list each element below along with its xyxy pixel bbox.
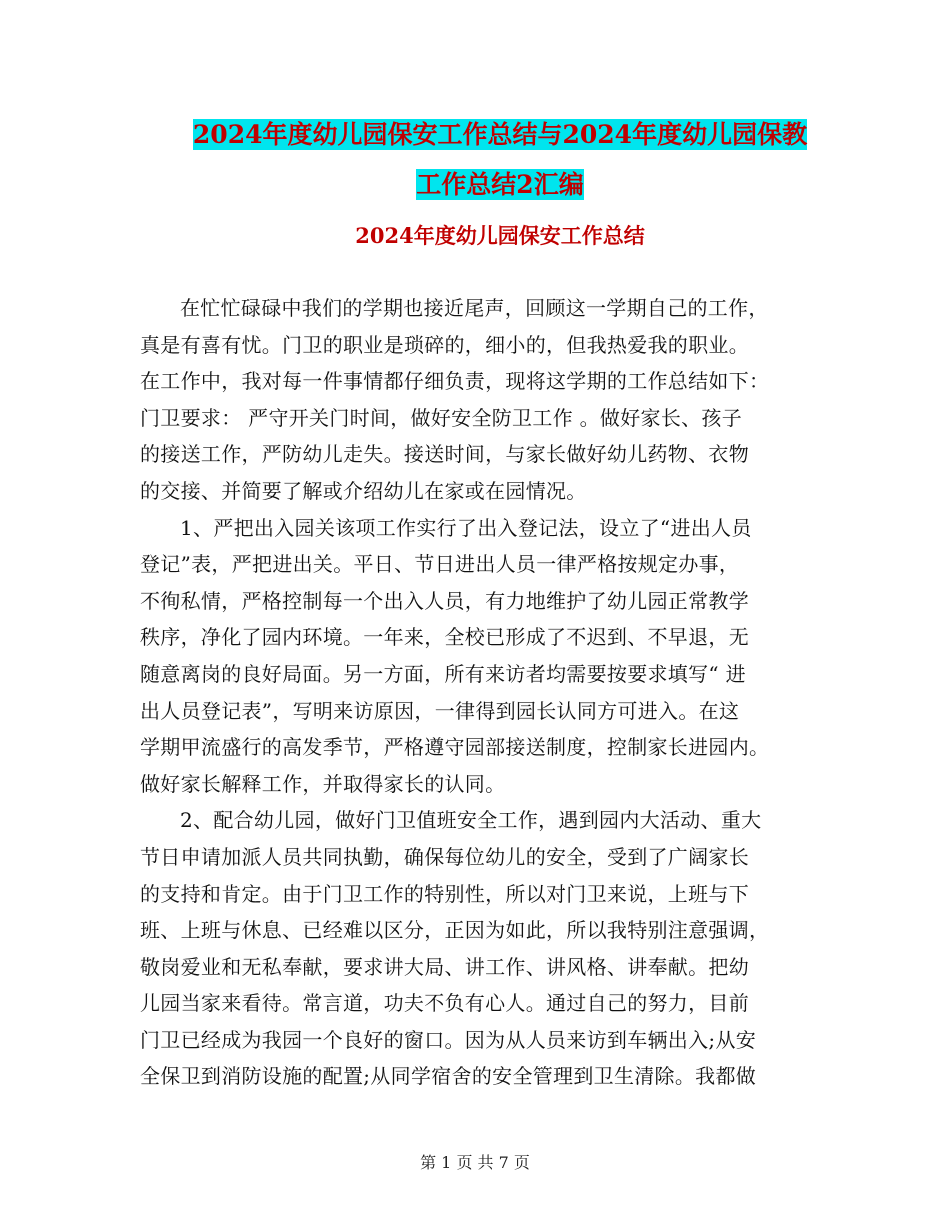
document-title-line-2: 工作总结2汇编: [416, 170, 584, 199]
paragraph: [140, 290, 812, 510]
paragraph-line: 2、配合幼儿园，做好门卫值班安全工作，遇到园内大活动、重大: [180, 808, 762, 833]
paragraph-line: 登记”表，严把进出关。平日、节日进出人员一律严格按规定办事，: [140, 552, 740, 577]
paragraph-line: 出人员登记表”，写明来访原因，一律得到园长认同方可进入。在这: [140, 698, 740, 723]
page-footer: 第 1 页 共 7 页: [420, 1153, 530, 1172]
paragraph-line: 在工作中，我对每一件事情都仔细负责，现将这学期的工作总结如下：: [140, 369, 770, 394]
paragraph-line: 班、上班与休息、已经难以区分，正因为如此，所以我特别注意强调，: [140, 918, 770, 943]
paragraph-line: 在忙忙碌碌中我们的学期也接近尾声，回顾这一学期自己的工作，: [180, 296, 769, 320]
paragraph: [140, 510, 812, 803]
paragraph-line: 做好家长解释工作，并取得家长的认同。: [140, 771, 506, 796]
paragraph-line: 门卫要求： 严守开关门时间，做好安全防卫工作 。做好家长、孩子: [140, 405, 743, 430]
paragraph-line: 敬岗爱业和无私奉献，要求讲大局、讲工作、讲风格、讲奉献。把幼: [140, 954, 749, 979]
paragraph-line: 的接送工作，严防幼儿走失。接送时间，与家长做好幼儿药物、衣物: [140, 442, 749, 467]
document-title-line-1: 2024年度幼儿园保安工作总结与2024年度幼儿园保教: [192, 120, 808, 149]
paragraph-line: 1、严把出入园关该项工作实行了出入登记法，设立了“进出人员: [180, 515, 752, 540]
paragraph-line: 门卫已经成为我园一个良好的窗口。因为从人员来访到车辆出入;从安: [140, 1027, 757, 1052]
paragraph: [140, 802, 812, 1095]
paragraph-line: 节日申请加派人员共同执勤，确保每位幼儿的安全，受到了广阔家长: [140, 844, 749, 869]
paragraph-line: 真是有喜有忧。门卫的职业是琐碎的，细小的，但我热爱我的职业。: [140, 332, 749, 357]
section-title: 2024年度幼儿园保安工作总结: [355, 223, 645, 248]
paragraph-line: 的交接、并简要了解或介绍幼儿在家或在园情况。: [140, 478, 587, 503]
paragraph-line: 秩序，净化了园内环境。一年来，全校已形成了不迟到、不早退，无: [140, 625, 749, 650]
paragraph-line: 不徇私情，严格控制每一个出入人员，有力地维护了幼儿园正常教学: [140, 588, 749, 613]
document-title: [140, 110, 860, 210]
paragraph-line: 随意离岗的良好局面。另一方面，所有来访者均需要按要求填写“ 进: [140, 661, 746, 686]
paragraph-line: 全保卫到消防设施的配置;从同学宿舍的安全管理到卫生清除。我都做: [140, 1064, 757, 1089]
paragraph-line: 儿园当家来看待。常言道，功夫不负有心人。通过自己的努力，目前: [140, 991, 749, 1016]
document-body: [140, 290, 812, 1095]
paragraph-line: 学期甲流盛行的高发季节，严格遵守园部接送制度，控制家长进园内。: [140, 735, 770, 760]
paragraph-line: 的支持和肯定。由于门卫工作的特别性，所以对门卫来说，上班与下: [140, 881, 749, 906]
